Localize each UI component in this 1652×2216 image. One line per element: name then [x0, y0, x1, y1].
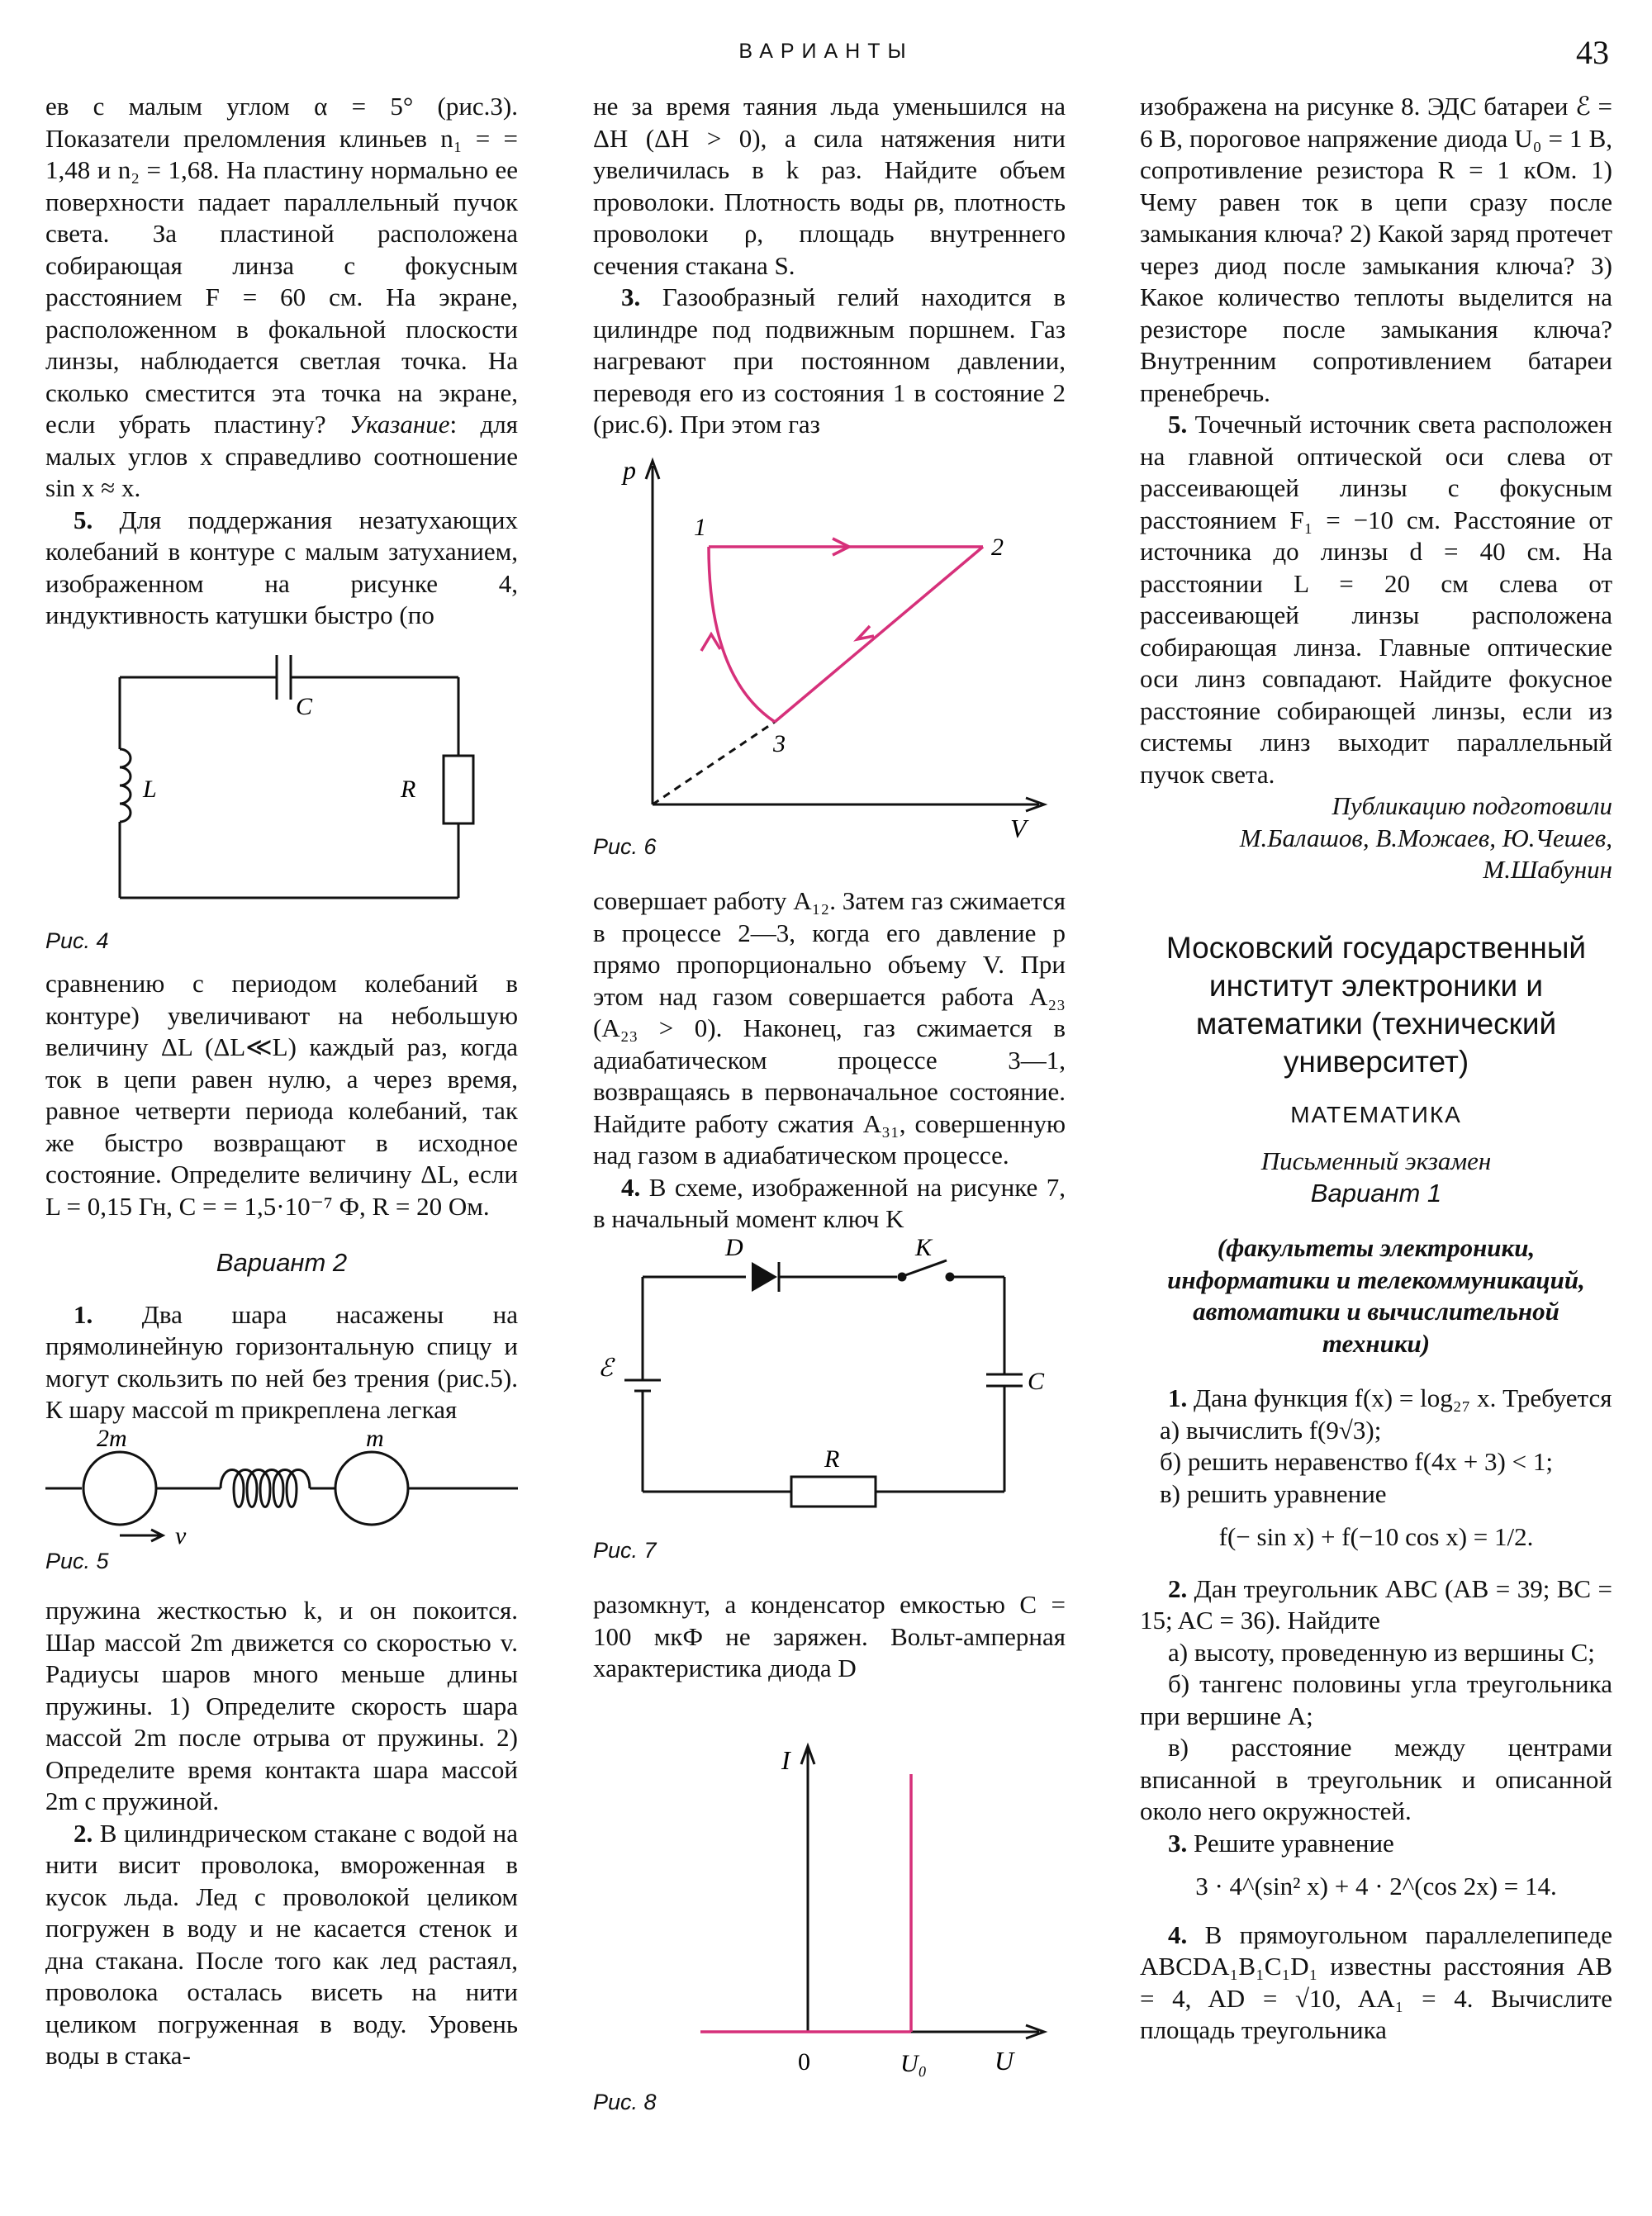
page-number: 43	[1576, 34, 1609, 71]
label-d: D	[725, 1235, 743, 1261]
problem-number: 2.	[1168, 1573, 1188, 1603]
figure-5-caption: Рис. 5	[45, 1548, 109, 1573]
problem-number: 1.	[74, 1299, 93, 1329]
label-2m: 2m	[97, 1426, 127, 1452]
text: В прямоугольном параллелепипеде ABCDA₁B₁C₁D₁ известны расстояния AB = 4, AD = √10, AA₁ = 4. Вычислите площадь треугольника	[1140, 1919, 1612, 2044]
label-c: C	[296, 692, 313, 720]
figure-4-lc-circuit	[45, 632, 518, 925]
text: Для поддержания незатухающих колебаний в контуре с малым затуханием, изображенном на рисунке 4, индуктивность катушки быстро (по	[45, 505, 518, 629]
problem-5	[45, 505, 518, 632]
credits-line: Публикацию подготовили	[1332, 791, 1612, 820]
variant-2-heading: Вариант 2	[216, 1248, 348, 1277]
label-emf: ℰ	[598, 1354, 614, 1382]
figure-5-balls-spring	[45, 1426, 518, 1550]
paragraph: совершает работу A₁₂. Затем газ сжимается в процессе 2—3, когда его давление p прямо пропорционально объему V. При этом над газом совершается работа A₂₃ (A₂₃ > 0). Наконец, газ сжимается в адиабатическом процессе 3—1, возвращаясь в первоначальное состояние. Найдите работу сжатия A₃₁, совершенную над газом в адиабатическом процессе.	[593, 886, 1066, 1170]
item: б) тангенс половины угла треугольника при вершине A;	[1140, 1669, 1612, 1730]
item: а) высоту, проведенную из вершины C;	[1168, 1637, 1595, 1667]
problem-number: 3.	[621, 282, 641, 311]
paragraph	[45, 91, 518, 505]
paragraph: пружина жесткостью k, и он покоится. Шар массой 2m движется со скоростью v. Радиусы шаров много меньше длины пружины. 1) Определите скорость шара массой 2m после отрыва от пружины. 2) Определите время контакта шара массой 2m с пружиной.	[45, 1596, 518, 1815]
figure-7-diode-circuit	[593, 1236, 1066, 1549]
variant-1-heading: Вариант 1	[1310, 1178, 1442, 1208]
problem-1	[45, 1299, 518, 1426]
text: Точечный источник света расположен на главной оптической оси слева от рассеивающей линзы с фокусным расстоянием F₁ = −10 см. Расстояние от источника до линзы d = 40 см. На расстоянии L = 20 см слева от рассеивающей линзы расположена собирающая линза. Главные оптические оси линз совпадают. Найдите фокусное расстояние собирающей линзы, если из системы линз выходит параллельный пучок света.	[1140, 410, 1612, 789]
text: Решите уравнение	[1187, 1828, 1394, 1858]
paragraph: не за время таяния льда уменьшился на ΔH (ΔH > 0), а сила натяжения нити увеличилась в k раз. Найдите объем проволоки. Плотность воды ρв, плотность проволоки ρ, площадь внутреннего сечения стакана S.	[593, 92, 1066, 280]
math-problem-4	[1140, 1919, 1612, 2047]
item: а) вычислить f(9√3);	[1160, 1415, 1382, 1445]
label-r: R	[824, 1445, 840, 1473]
text: Два шара насажены на прямолинейную горизонтальную спицу и могут скользить по ней без трения (рис.5). К шару массой m прикреплена легкая	[45, 1299, 518, 1424]
paragraph: сравнению с периодом колебаний в контуре) увеличивают на небольшую величину ΔL (ΔL≪L) каждый раз, когда ток в цепи равен нулю, а через время, равное четверти периода колебаний, так же быстро возвращают в исходное состояние. Определите величину ΔL, если L = 0,15 Гн, C = = 1,5·10⁻⁷ Ф, R = 20 Ом.	[45, 969, 518, 1221]
problem-number: 5.	[74, 505, 93, 534]
credits-line: М.Балашов, В.Можаев, Ю.Чешев,	[1239, 823, 1612, 852]
figure-6-caption: Рис. 6	[593, 833, 657, 859]
text: Газообразный гелий находится в цилиндре под подвижным поршнем. Газ нагревают при постоянном давлении, переводя его из состояния 1 в состояние 2 (рис.6). При этом газ	[593, 282, 1066, 439]
equation: 3 · 4^(sin² x) + 4 · 2^(cos 2x) = 14.	[1195, 1872, 1557, 1900]
equation: f(− sin x) + f(−10 cos x) = 1/2.	[1218, 1522, 1534, 1551]
label-v-axis: V	[1010, 813, 1027, 843]
problem-number: 5.	[1168, 410, 1188, 439]
paragraph: изображена на рисунке 8. ЭДС батареи ℰ = 6 В, пороговое напряжение диода U₀ = 1 В, сопротивление резистора R = 1 кОм. 1) Чему равен ток в цепи сразу после замыкания ключа? 2) Какой заряд протечет через диод после замыкания ключа? 3) Какое количество теплоты выделится на резисторе после замыкания ключа? Внутренним сопротивлением батареи пренебречь.	[1140, 92, 1612, 407]
column-3	[1140, 91, 1612, 2047]
text: Дана функция f(x) = log₂₇ x. Требуется	[1187, 1383, 1612, 1412]
label-u-axis: U	[995, 2045, 1014, 2076]
problem-number: 2.	[74, 1818, 93, 1848]
problem-5	[1140, 409, 1612, 790]
text: Дан треугольник ABC (AB = 39; BC = 15; AC = 36). Найдите	[1140, 1573, 1612, 1635]
text: В цилиндрическом стакане с водой на нити висит проволока, вмороженная в кусок льда. Лед с проволокой целиком погружен в воду и не касается стенок и дна стакана. После того как лед растаял, проволока осталась висеть на нити целиком погруженная в воду. Уровень воды в стака-	[45, 1818, 518, 2070]
label-k: K	[915, 1235, 933, 1261]
exam-heading: Письменный экзамен	[1260, 1146, 1492, 1175]
problem-4	[593, 1172, 1066, 1236]
label-origin: 0	[798, 2048, 810, 2076]
state-3-label: 3	[773, 729, 786, 757]
paragraph: разомкнут, а конденсатор емкостью C = 100 мкФ не заряжен. Вольт-амперная характеристика диода D	[593, 1590, 1066, 1682]
page-header	[0, 34, 1652, 73]
item: б) решить неравенство f(4x + 3) < 1;	[1160, 1447, 1553, 1476]
problem-number: 4.	[621, 1172, 641, 1202]
math-problem-1	[1140, 1383, 1612, 1415]
label-u0: U₀	[900, 2049, 928, 2077]
item: в) решить уравнение	[1160, 1478, 1387, 1508]
problem-number: 1.	[1168, 1383, 1188, 1412]
figure-8-caption: Рис. 8	[593, 2089, 657, 2114]
column-1	[45, 91, 518, 2072]
text: : для малых углов x справедливо соотношение sin x ≈ x.	[45, 410, 519, 502]
label-l: L	[143, 775, 157, 803]
faculties-note: (факультеты электроники, информатики и телекоммуникаций, автоматики и вычислительной техники)	[1167, 1233, 1585, 1358]
label-c: C	[1028, 1367, 1045, 1395]
figure-7-caption: Рис. 7	[593, 1537, 657, 1563]
text: В схеме, изображенной на рисунке 7, в начальный момент ключ K	[593, 1172, 1066, 1233]
figure-6-pv-diagram	[593, 441, 1066, 846]
credits-line: М.Шабунин	[1483, 855, 1612, 884]
state-2-label: 2	[991, 533, 1004, 561]
label-m: m	[366, 1426, 384, 1452]
state-1-label: 1	[694, 513, 706, 541]
figure-4-caption: Рис. 4	[45, 928, 109, 953]
text: ев с малым углом α = 5° (рис.3). Показатели преломления клиньев n₁ = = 1,48 и n₂ = 1,68. На пластину нормально ее поверхности падает параллельный пучок света. За пластиной расположена собирающая линза с фокусным расстоянием F = 60 см. На экране, расположенном в фокальной плоскости линзы, наблюдается светлая точка. На сколько сместится эта точка на экране, если убрать пластину?	[45, 92, 518, 439]
math-problem-3	[1140, 1828, 1612, 1860]
problem-2	[45, 1818, 518, 2072]
math-problem-2	[1140, 1573, 1612, 1637]
label-i-axis: I	[781, 1744, 790, 1775]
column-2	[593, 91, 1066, 2118]
running-title: ВАРИАНТЫ	[738, 40, 914, 63]
label-p-axis: p	[623, 454, 636, 485]
item: в) расстояние между центрами вписанной в треугольник и описанной около него окружностей.	[1140, 1733, 1612, 1825]
problem-number: 3.	[1168, 1828, 1188, 1858]
subject-heading: МАТЕМАТИКА	[1290, 1101, 1462, 1127]
math-problem-1-items	[1140, 1415, 1612, 1511]
credits	[1140, 790, 1612, 886]
problem-3	[593, 282, 1066, 441]
figure-8-diode-iv-characteristic	[593, 1685, 1066, 2098]
hint-label: Указание	[349, 410, 450, 439]
label-r: R	[401, 775, 416, 803]
label-v: v	[175, 1521, 187, 1549]
problem-number: 4.	[1168, 1919, 1188, 1949]
institution-heading: Московский государственный институт электроники и математики (технический университет)	[1165, 930, 1587, 1079]
